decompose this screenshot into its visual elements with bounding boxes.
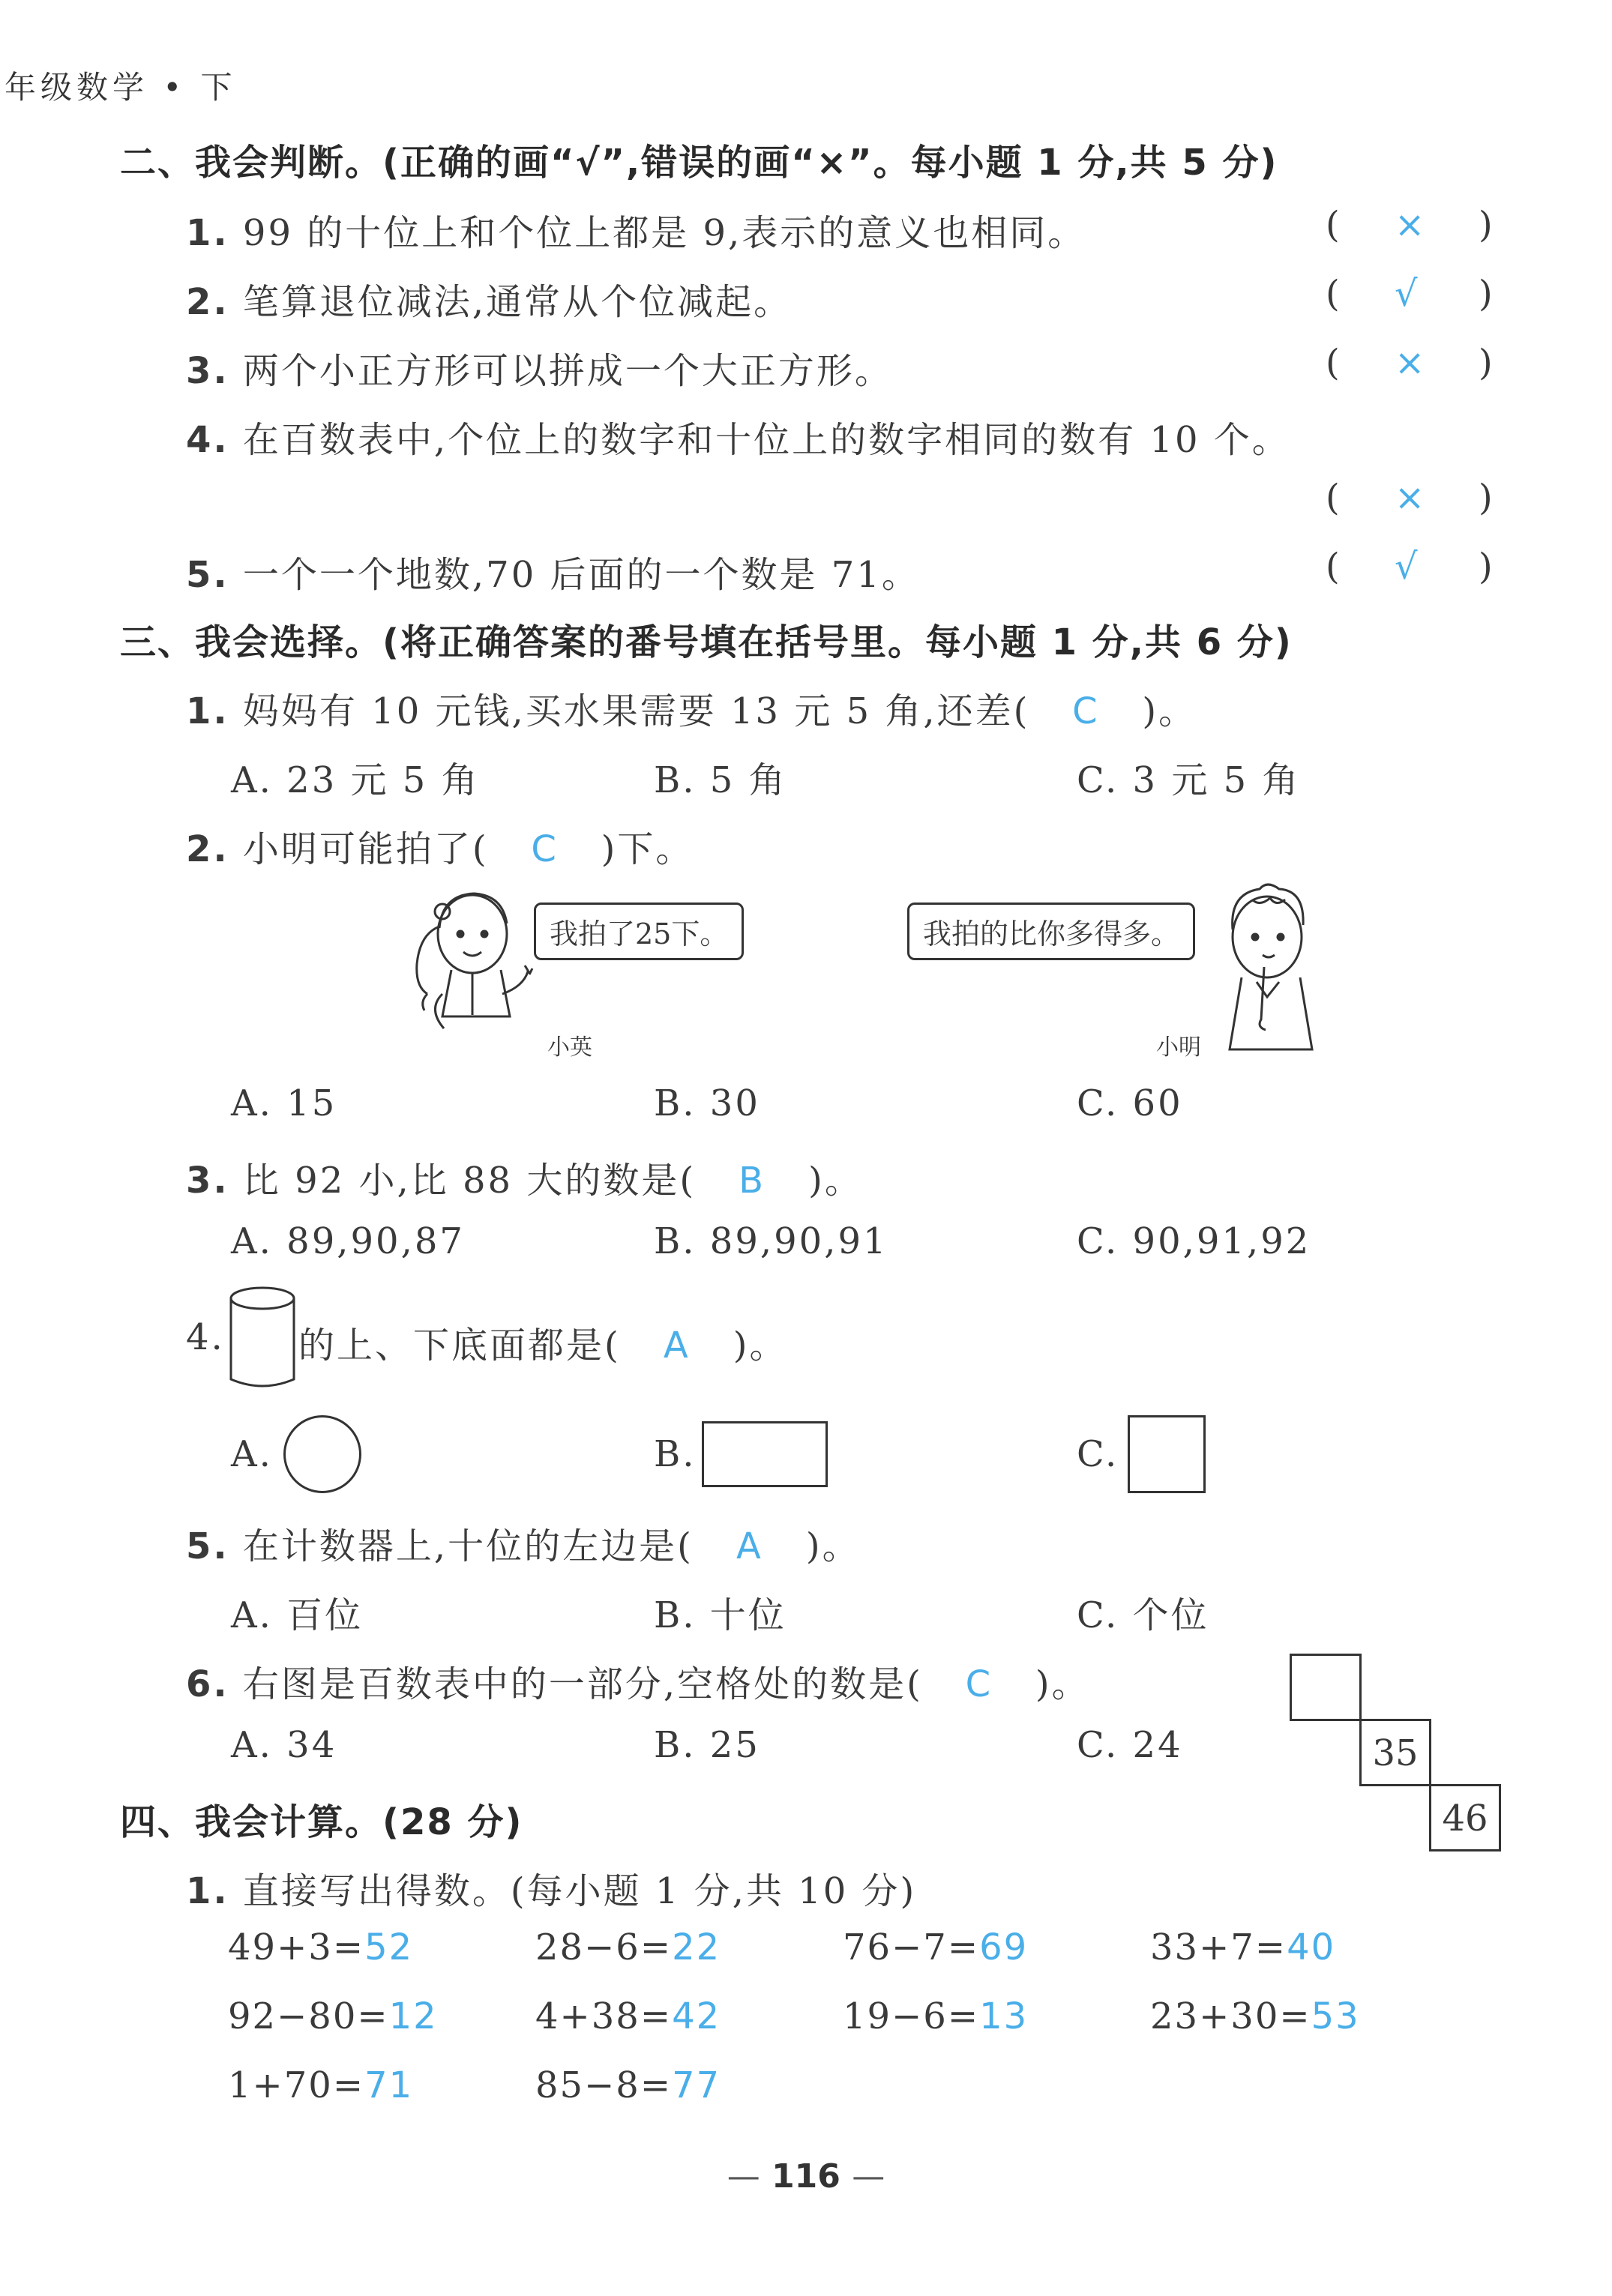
section-choose-title: 三、我会选择。(将正确答案的番号填在括号里。每小题 1 分,共 6 分)	[120, 621, 1293, 663]
choose-q2-option-a: A. 15	[231, 1082, 337, 1124]
calc-sub-title: 1. 直接写出得数。(每小题 1 分,共 10 分)	[186, 1870, 917, 1912]
equation: 19−6=13	[843, 1995, 1029, 2037]
judge-answer-3: ×	[1395, 342, 1425, 384]
choose-q4-option-b: B.	[654, 1433, 697, 1475]
choose-q6: 6. 右图是百数表中的一部分,空格处的数是( C )。	[186, 1663, 1090, 1705]
judge-answer-4: ×	[1395, 477, 1425, 519]
boy-illustration	[1207, 877, 1327, 1057]
choose-q3-answer: B	[739, 1160, 766, 1202]
equation: 1+70=71	[228, 2064, 414, 2106]
choose-q2-option-b: B. 30	[654, 1082, 760, 1124]
judge-item-1: 1. 99 的十位上和个位上都是 9,表示的意义也相同。	[186, 212, 1086, 254]
choose-q1: 1. 妈妈有 10 元钱,买水果需要 13 元 5 角,还差( C )。	[186, 690, 1197, 732]
judge-answer-5: √	[1395, 546, 1418, 588]
choose-q5-option-a: A. 百位	[231, 1594, 364, 1636]
section-calc-title: 四、我会计算。(28 分)	[120, 1801, 523, 1843]
choose-q6-answer: C	[965, 1663, 993, 1705]
choose-q1-answer: C	[1072, 690, 1100, 732]
boy-name-label: 小明	[1156, 1034, 1201, 1061]
choose-q1-option-a: A. 23 元 5 角	[231, 759, 480, 801]
judge-answer-2: √	[1395, 273, 1418, 315]
judge-bracket-open: (	[1326, 546, 1340, 588]
choose-q6-option-a: A. 34	[231, 1724, 337, 1766]
girl-illustration	[397, 882, 547, 1061]
equation: 33+7=40	[1150, 1926, 1336, 1968]
judge-item-4: 4. 在百数表中,个位上的数字和十位上的数字相同的数有 10 个。	[186, 419, 1290, 461]
judge-bracket-close: )	[1479, 342, 1493, 384]
choose-q1-option-c: C. 3 元 5 角	[1077, 759, 1301, 801]
square-shape	[1128, 1415, 1206, 1493]
judge-bracket-close: )	[1479, 273, 1493, 315]
choose-q4-option-c: C.	[1077, 1433, 1119, 1475]
equation: 76−7=69	[843, 1926, 1029, 1968]
section-judge-title: 二、我会判断。(正确的画“√”,错误的画“×”。每小题 1 分,共 5 分)	[120, 142, 1278, 184]
cylinder-icon	[225, 1283, 300, 1396]
equation: 23+30=53	[1150, 1995, 1360, 2037]
judge-item-3: 3. 两个小正方形可以拼成一个大正方形。	[186, 350, 893, 392]
equation: 92−80=12	[228, 1995, 438, 2037]
choose-q6-option-b: B. 25	[654, 1724, 760, 1766]
choose-q5-option-c: C. 个位	[1077, 1594, 1209, 1636]
girl-speech-bubble: 我拍了25下。	[534, 903, 744, 960]
rectangle-shape	[702, 1421, 828, 1487]
choose-q3-option-a: A. 89,90,87	[231, 1220, 465, 1262]
judge-bracket-close: )	[1479, 546, 1493, 588]
grid-cell-blank	[1290, 1654, 1362, 1721]
choose-q1-option-b: B. 5 角	[654, 759, 787, 801]
grid-cell: 46	[1429, 1784, 1501, 1851]
choose-q5-option-b: B. 十位	[654, 1594, 787, 1636]
choose-q4-option-a: A.	[231, 1433, 273, 1475]
choose-q3-option-b: B. 89,90,91	[654, 1220, 888, 1262]
page-header: 年级数学 • 下	[4, 69, 237, 106]
judge-item-2: 2. 笔算退位减法,通常从个位减起。	[186, 281, 793, 323]
choose-q4: 的上、下底面都是( A )。	[298, 1325, 788, 1367]
judge-bracket-close: )	[1479, 477, 1493, 519]
judge-bracket-open: (	[1326, 204, 1340, 246]
choose-q2: 2. 小明可能拍了( C )下。	[186, 828, 694, 870]
judge-bracket-open: (	[1326, 342, 1340, 384]
choose-q3-option-c: C. 90,91,92	[1077, 1220, 1311, 1262]
equation: 28−6=22	[535, 1926, 721, 1968]
equation: 4+38=42	[535, 1995, 721, 2037]
girl-name-label: 小英	[547, 1034, 592, 1061]
circle-shape	[283, 1415, 361, 1493]
page-number: — 116 —	[727, 2157, 885, 2196]
grid-cell: 35	[1359, 1719, 1431, 1786]
judge-bracket-open: (	[1326, 273, 1340, 315]
judge-answer-1: ×	[1395, 204, 1425, 246]
choose-q4-answer: A	[663, 1325, 691, 1367]
choose-q6-option-c: C. 24	[1077, 1724, 1183, 1766]
boy-speech-bubble: 我拍的比你多得多。	[907, 903, 1195, 960]
choose-q2-answer: C	[531, 828, 559, 870]
judge-item-5: 5. 一个一个地数,70 后面的一个数是 71。	[186, 554, 920, 596]
judge-bracket-close: )	[1479, 204, 1493, 246]
choose-q3: 3. 比 92 小,比 88 大的数是( B )。	[186, 1160, 863, 1202]
choose-q5-answer: A	[736, 1525, 763, 1567]
choose-q2-option-c: C. 60	[1077, 1082, 1183, 1124]
choose-q4-number: 4.	[186, 1316, 225, 1358]
judge-bracket-open: (	[1326, 477, 1340, 519]
equation: 85−8=77	[535, 2064, 721, 2106]
equation: 49+3=52	[228, 1926, 414, 1968]
choose-q5: 5. 在计数器上,十位的左边是( A )。	[186, 1525, 861, 1567]
